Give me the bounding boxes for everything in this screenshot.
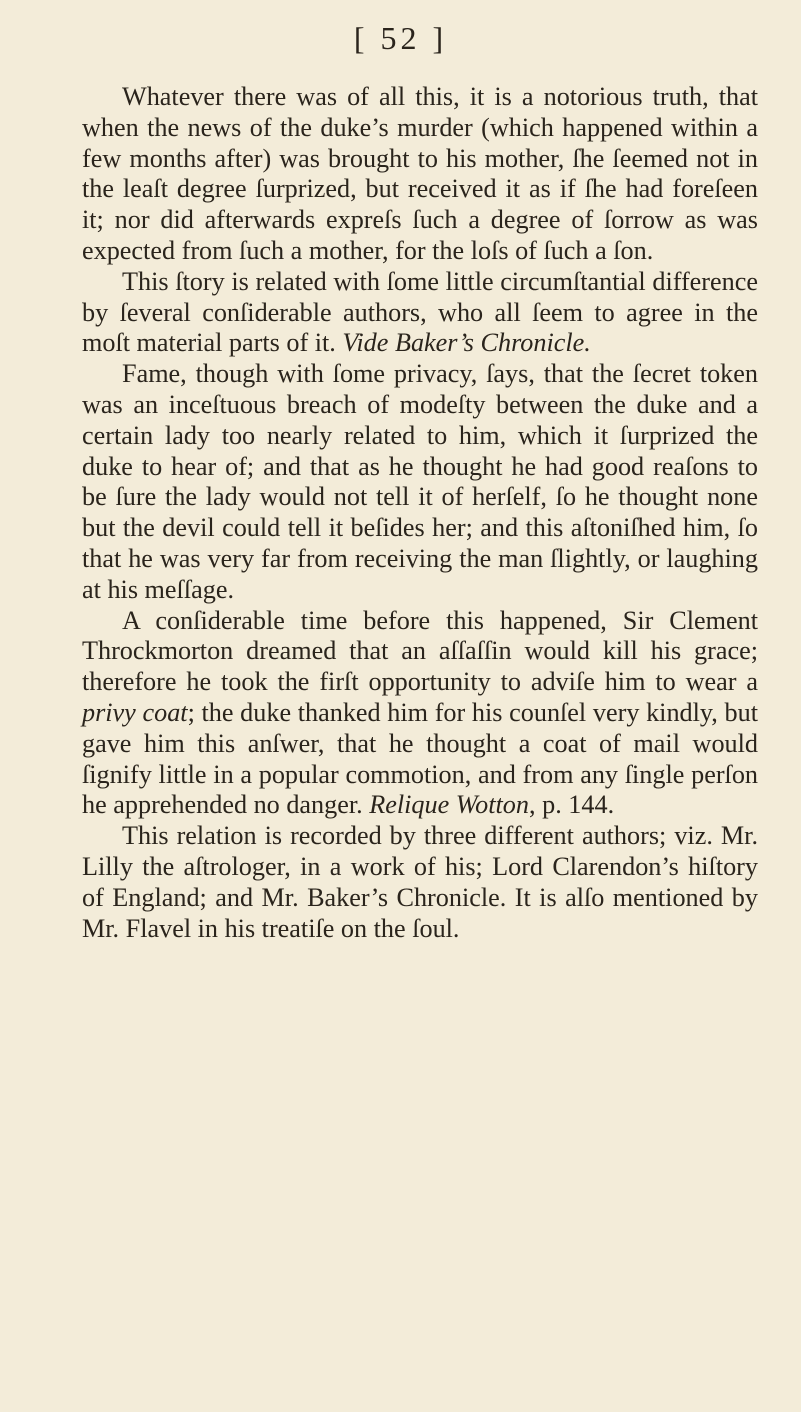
paragraph-1-text: Whatever there was of all this, it is a notorious truth, that when the news of the duke’s murder (which happened within a few months after) was brought to his mother, ſhe ſeemed not in the leaſt degree ſurprized, but received it as if ſhe had foreſeen it; nor did afterwards expreſs ſuch a degree of ſorrow as was expected from ſuch a mother, for the loſs of ſuch a ſon. [82, 82, 758, 265]
paragraph-2 [82, 267, 758, 359]
paragraph-1 [82, 82, 758, 267]
citation-wotton: Relique Wotton [369, 790, 529, 820]
paragraph-3-text: Fame, though with ſome privacy, ſays, that the ſecret token was an inceſtuous breach of modeſty between the duke and a certain lady too nearly related to him, which it ſurprized the duke to hear of; and that as he thought he had good reaſons to be ſure the lady would not tell it of herſelf, ſo he thought none but the devil could tell it beſides her; and this aſtoniſhed him, ſo that he was very far from receiving the man ſlightly, or laughing at his meſſage. [82, 359, 758, 604]
paragraph-5-text: This relation is recorded by three different authors; viz. Mr. Lilly the aſtrologer, in a work of his; Lord Clarendon’s hiſtory of England; and Mr. Baker’s Chronicle. It is alſo mentioned by Mr. Flavel in his treatiſe on the ſoul. [82, 821, 758, 943]
paragraph-4 [82, 606, 758, 822]
page-number: [ 52 ] [353, 20, 448, 56]
privy-coat-italic: privy coat [82, 697, 188, 727]
paragraph-4-text-b: ; the duke thanked him for his counſel very kindly, but gave him this anſwer, that he thought a coat of mail would ſignify little in a popular commotion, and from any ſingle perſon he apprehended no danger. [82, 697, 758, 820]
paragraph-3 [82, 359, 758, 605]
paragraph-2-text: This ſtory is related with ſome little circumſtantial difference by ſeveral conſiderable authors, who all ſeem to agree in the moſt material parts of it. [82, 266, 758, 358]
paragraph-4-text-a: A conſiderable time before this happened, Sir Clement Throckmorton dreamed that an aſſaſſin would kill his grace; therefore he took the firſt opportunity to adviſe him to wear a [82, 605, 758, 697]
citation-baker: Vide Baker’s Chronicle. [342, 328, 591, 358]
body-text [82, 82, 758, 944]
paragraph-5 [82, 821, 758, 944]
citation-page-ref: , p. 144. [529, 790, 615, 820]
